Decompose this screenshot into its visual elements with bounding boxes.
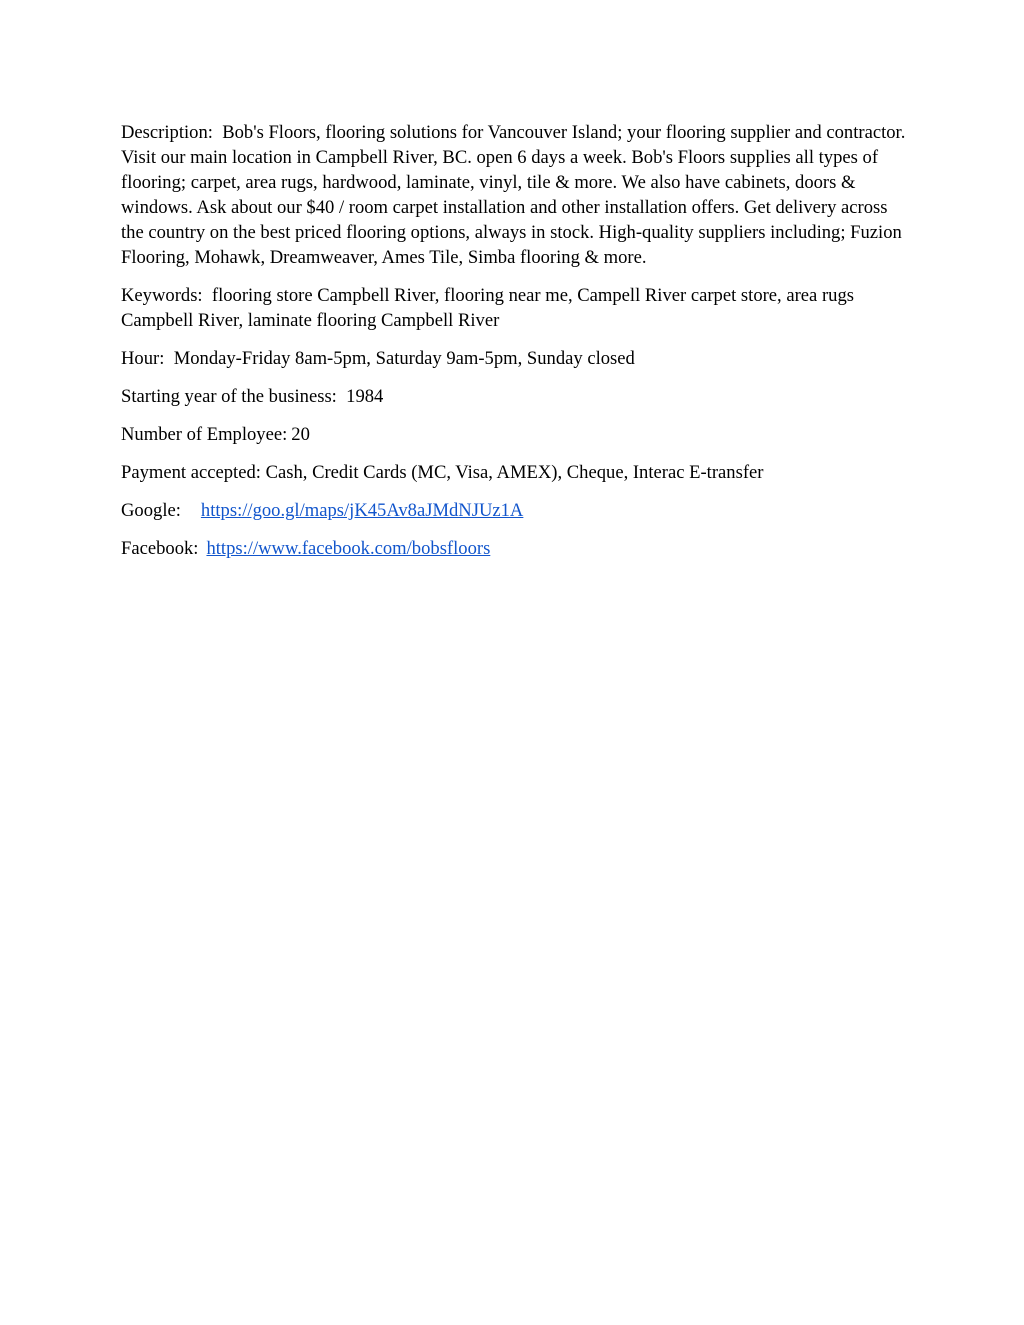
employees-label: Number of Employee: [121,424,288,445]
description-label: Description: [121,122,213,143]
hours-paragraph [121,346,906,371]
facebook-link[interactable]: https://www.facebook.com/bobsfloors [206,538,491,559]
payment-text: Cash, Credit Cards (MC, Visa, AMEX), Cheque, Interac E-transfer [265,462,764,483]
google-maps-link[interactable]: https://goo.gl/maps/jK45Av8aJMdNJUz1A [200,500,524,521]
employees-value: 20 [291,424,310,445]
google-label: Google: [121,500,181,521]
payment-paragraph [121,460,906,485]
description-text: Bob's Floors, flooring solutions for Vancouver Island; your flooring supplier and contractor. Visit our main location in Campbell River, BC. open 6 days a week. Bob's Floors supplies all types of flooring; carpet, area rugs, hardwood, laminate, vinyl, tile & more. We also have cabinets, doors & windows. Ask about our $40 / room carpet installation and other installation offers. Get delivery across the country on the best priced flooring options, always in stock. High-quality suppliers including; Fuzion Flooring, Mohawk, Dreamweaver, Ames Tile, Simba flooring & more. [121,122,906,268]
document-page [121,120,906,574]
hours-text: Monday-Friday 8am-5pm, Saturday 9am-5pm, Sunday closed [173,348,635,369]
keywords-paragraph [121,283,906,333]
start-year-paragraph [121,384,906,409]
employees-paragraph [121,422,906,447]
description-paragraph [121,120,906,270]
start-year-label: Starting year of the business: [121,386,337,407]
start-year-value: 1984 [346,386,384,407]
google-paragraph [121,498,906,523]
keywords-label: Keywords: [121,285,203,306]
facebook-paragraph [121,536,906,561]
hours-label: Hour: [121,348,165,369]
keywords-text: flooring store Campbell River, flooring near me, Campell River carpet store, area rugs Campbell River, laminate flooring Campbell River [121,285,854,331]
facebook-label: Facebook: [121,538,199,559]
payment-label: Payment accepted: [121,462,261,483]
